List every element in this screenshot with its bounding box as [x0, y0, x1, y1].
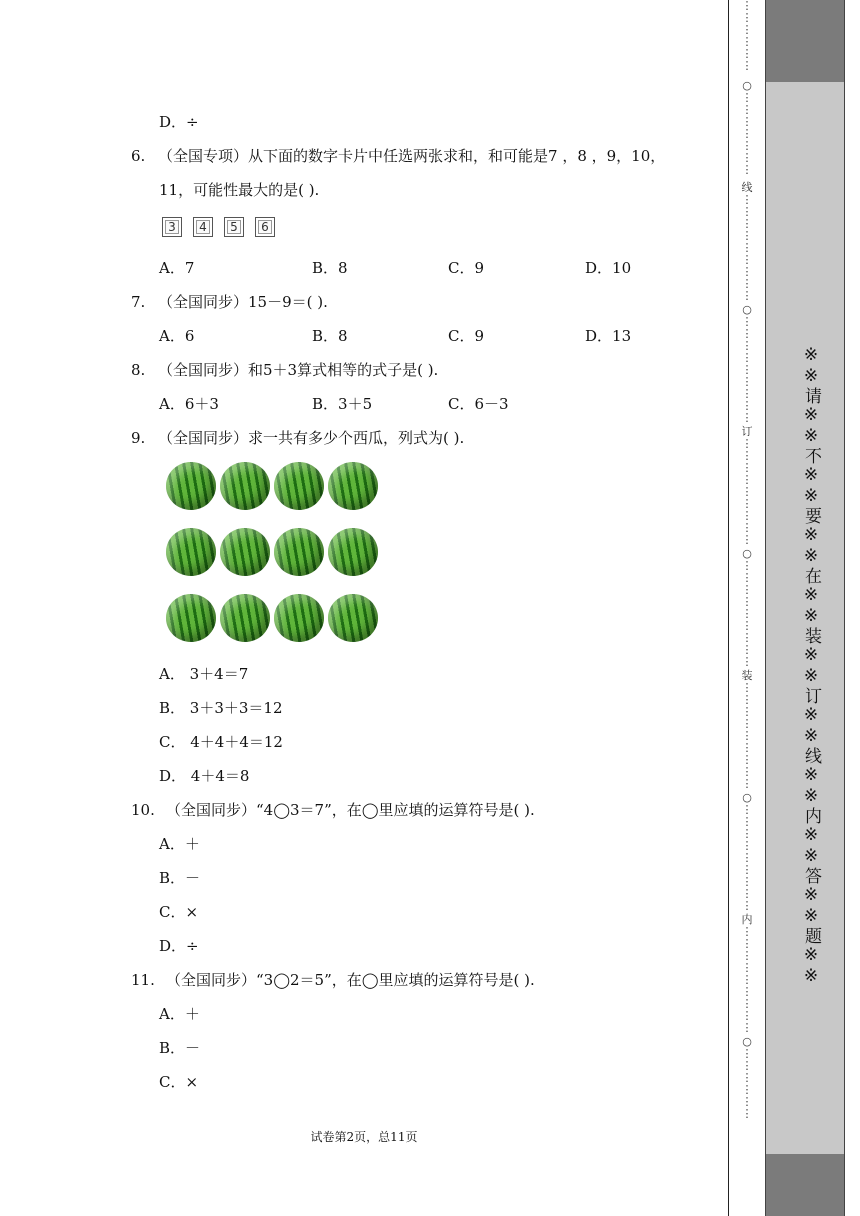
option-d: D．÷ [159, 937, 199, 955]
question-number: 8. [131, 361, 146, 379]
option-d: D．13 [585, 327, 632, 345]
circle-mark: ○ [742, 547, 752, 560]
question-6-line2: 11，可能性最大的是( ). [159, 181, 320, 199]
watermelon-image [166, 462, 382, 648]
question-text: （全国同步）“4◯3＝7”，在◯里应填的运算符号是( ). [166, 801, 535, 819]
question-number: 10. [131, 801, 155, 819]
watermelon-icon [220, 594, 270, 642]
option-c: C．× [159, 1073, 199, 1091]
binding-band [765, 0, 845, 1216]
watermelon-icon [274, 594, 324, 642]
question-text: （全国专项）从下面的数字卡片中任选两张求和，和可能是7 ，8 ，9，10， [158, 147, 666, 165]
number-card: 5 [224, 217, 244, 237]
number-card: 3 [162, 217, 182, 237]
question-number: 9. [131, 429, 146, 447]
band-bottom-block [766, 1154, 844, 1216]
watermelon-icon [166, 462, 216, 510]
option-d: D． 4＋4＝8 [159, 767, 250, 785]
question-text: （全国同步）15－9＝( ). [158, 293, 328, 311]
binding-line: ⋮ ⋮ ⋮ ⋮ ⋮ ⋮ ○ ⋮ ⋮ ⋮ ⋮ ⋮ ⋮ ⋮ 线 ⋮ ⋮ ⋮ ⋮ ⋮ ⋮ ⋮ ⋮ ⋮ ○ ⋮ ⋮ ⋮ ⋮ ⋮ ⋮ ⋮ ⋮ ⋮ 订 ⋮ ⋮ ⋮ ⋮ ⋮ ⋮ ⋮ ⋮ ⋮ ○ ⋮ ⋮ ⋮ ⋮ ⋮ ⋮ ⋮ ⋮ ⋮ 装 ⋮ ⋮ ⋮ ⋮ ⋮ ⋮ ⋮ ⋮ ⋮ ○ ⋮ ⋮ ⋮ ⋮ ⋮ ⋮ ⋮ ⋮ ⋮ 内 ⋮ ⋮ ⋮ ⋮ ⋮ ⋮ ⋮ ⋮ ⋮ ○ ⋮ ⋮ ⋮ ⋮ ⋮ ⋮ [741, 0, 753, 1120]
option-b: B．8 [312, 327, 348, 345]
circle-mark: ○ [742, 303, 752, 316]
option-a: A． 3＋4＝7 [159, 665, 249, 683]
option-b: B．3＋5 [312, 395, 373, 413]
option-a: A．6＋3 [159, 395, 219, 413]
number-cards [162, 217, 275, 237]
option-c: C．× [159, 903, 199, 921]
circle-mark: ○ [742, 1035, 752, 1048]
option-b: B．－ [159, 869, 201, 887]
binding-label: 内 [741, 913, 753, 926]
watermelon-icon [328, 462, 378, 510]
question-text: （全国同步）和5＋3算式相等的式子是( ). [158, 361, 439, 379]
number-card: 6 [255, 217, 275, 237]
prev-option-d: D．÷ [159, 113, 199, 131]
option-a: A．＋ [159, 835, 200, 853]
page-edge [852, 0, 860, 1216]
band-top-block [766, 0, 844, 82]
page-footer: 试卷第2页，总11页 [310, 1130, 418, 1144]
margin-rule [728, 0, 729, 1216]
circle-mark: ○ [742, 79, 752, 92]
option-c: C．6－3 [448, 395, 509, 413]
option-d: D．10 [585, 259, 632, 277]
question-number: 11. [131, 971, 155, 989]
binding-label: 装 [741, 669, 753, 682]
watermelon-icon [328, 528, 378, 576]
option-b: B． 3＋3＋3＝12 [159, 699, 283, 717]
question-number: 6. [131, 147, 146, 165]
watermelon-icon [220, 528, 270, 576]
question-text: （全国同步）求一共有多少个西瓜，列式为( ). [158, 429, 465, 447]
question-number: 7. [131, 293, 146, 311]
option-c: C．9 [448, 259, 485, 277]
watermelon-icon [166, 528, 216, 576]
watermelon-icon [328, 594, 378, 642]
binding-label: 线 [741, 181, 753, 194]
option-a: A．7 [159, 259, 195, 277]
watermelon-icon [274, 462, 324, 510]
option-a: A．＋ [159, 1005, 200, 1023]
option-a: A．6 [159, 327, 195, 345]
option-c: C． 4＋4＋4＝12 [159, 733, 283, 751]
watermelon-icon [274, 528, 324, 576]
option-b: B．－ [159, 1039, 201, 1057]
circle-mark: ○ [742, 791, 752, 804]
watermelon-row [166, 462, 382, 512]
watermelon-icon [166, 594, 216, 642]
watermelon-row [166, 594, 382, 644]
watermelon-icon [220, 462, 270, 510]
watermelon-row [166, 528, 382, 578]
question-text: （全国同步）“3◯2＝5”，在◯里应填的运算符号是( ). [166, 971, 535, 989]
option-c: C．9 [448, 327, 485, 345]
binding-label: 订 [741, 425, 753, 438]
no-answer-warning: ※※请※※不※※要※※在※※装※※订※※线※※内※※答※※题※※ [801, 345, 821, 987]
number-card: 4 [193, 217, 213, 237]
option-b: B．8 [312, 259, 348, 277]
